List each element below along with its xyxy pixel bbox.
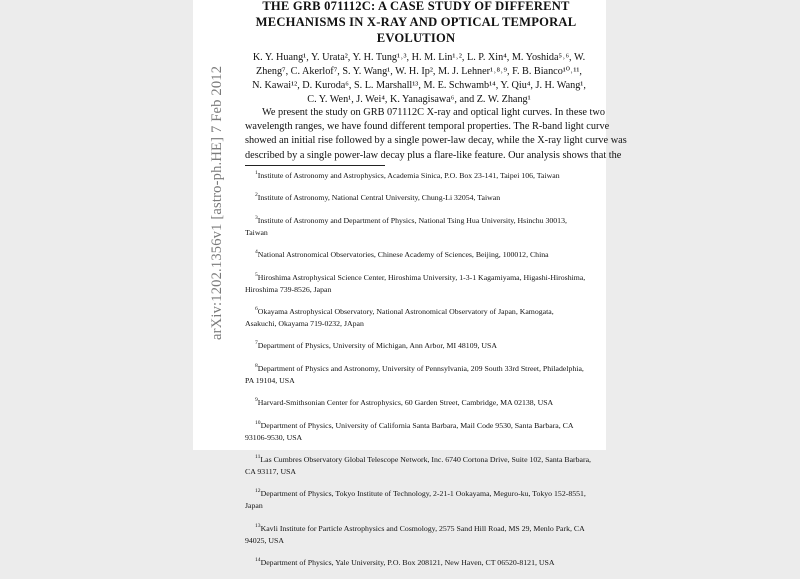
footnote-line — [245, 432, 598, 444]
footnote-line — [245, 363, 598, 375]
footnote-text: Department of Physics, University of California Santa Barbara, Mail Code 9530, Santa Barbara, CA — [260, 420, 574, 430]
footnote-text: Las Cumbres Observatory Global Telescope Network, Inc. 6740 Cortona Drive, Suite 102, Santa Barbara, — [260, 454, 591, 464]
footnote-text: Kavli Institute for Particle Astrophysics and Cosmology, 2575 Sand Hill Road, MS 29, Menlo Park, CA — [260, 523, 585, 533]
footnote-line — [245, 488, 598, 500]
footnote-number: 2 — [255, 192, 258, 199]
abstract-line: We present the study on GRB 071112C X-ray and optical light curves. In these two — [262, 107, 605, 118]
author-line: N. Kawai¹², D. Kuroda⁶, S. L. Marshall¹³, M. E. Schwamb¹⁴, Y. Qiu⁴, J. H. Wang¹, — [252, 80, 586, 91]
footnote-text: Institute of Astronomy and Astrophysics, Academia Sinica, P.O. Box 23-141, Taipei 106, Taiwan — [257, 171, 560, 180]
footnote-number: 12 — [255, 488, 261, 495]
footnote-text: Institute of Astronomy and Department of Physics, National Tsing Hua University, Hsinchu 30013, — [257, 215, 567, 225]
abstract-line: described by a single power-law decay plus a flare-like feature. Our analysis shows that the — [245, 149, 622, 161]
footnote-text: 93106-9530, USA — [245, 432, 303, 442]
footnote-line — [245, 249, 598, 261]
author-line: C. Y. Wen¹, J. Wei⁴, K. Yanagisawa⁶, and Z. W. Zhang¹ — [307, 94, 531, 105]
footnote-8 — [245, 363, 598, 387]
footnote-9 — [245, 397, 598, 409]
author-line: Zheng⁷, C. Akerlof⁷, S. Y. Wang¹, W. H. Ip², M. J. Lehner¹˒⁸˒⁹, F. B. Bianco¹⁰˒¹¹, — [256, 66, 582, 77]
footnote-12 — [245, 488, 598, 512]
footnote-5 — [245, 272, 598, 296]
footnote-number: 5 — [255, 271, 258, 278]
footnote-line — [245, 420, 598, 432]
footnote-text: Taiwan — [245, 227, 268, 237]
footnote-3 — [245, 215, 598, 239]
footnote-text: Department of Physics, Yale University, P.O. Box 208121, New Haven, CT 06520-8121, USA — [260, 558, 555, 568]
footnote-separator — [245, 165, 385, 166]
footnote-text: Japan — [245, 501, 263, 511]
abstract — [245, 106, 627, 163]
footnote-line — [245, 284, 598, 296]
footnote-4 — [245, 249, 598, 261]
footnote-text: Harvard-Smithsonian Center for Astrophysics, 60 Garden Street, Cambridge, MA 02138, USA — [257, 398, 554, 408]
footnote-line — [245, 272, 598, 284]
footnote-text: Institute of Astronomy, National Central University, Chung-Li 32054, Taiwan — [257, 193, 501, 203]
abstract-line: showed an initial rise followed by a single power-law decay, while the X-ray light curve was — [245, 135, 627, 147]
footnote-11 — [245, 454, 598, 478]
footnote-10 — [245, 420, 598, 444]
footnote-text: Okayama Astrophysical Observatory, National Astronomical Observatory of Japan, Kamogata, — [257, 306, 554, 316]
footnote-line — [245, 227, 598, 239]
footnote-line — [245, 500, 598, 512]
footnote-number: 10 — [255, 419, 261, 426]
footnote-number: 3 — [255, 214, 258, 221]
footnote-7 — [245, 340, 598, 352]
footnote-number: 8 — [255, 362, 258, 369]
footnote-text: Department of Physics, University of Michigan, Ann Arbor, MI 48109, USA — [257, 341, 497, 351]
footnote-line — [245, 535, 598, 547]
footnote-number: 4 — [255, 249, 258, 256]
footnote-line — [245, 340, 598, 352]
footnote-14 — [245, 557, 598, 569]
footnote-text: Hiroshima 739-8526, Japan — [245, 284, 332, 294]
footnote-text: 94025, USA — [245, 535, 284, 545]
author-line: K. Y. Huang¹, Y. Urata², Y. H. Tung¹˒³, H. M. Lin¹˒², L. P. Xin⁴, M. Yoshida⁵˒⁶, W. — [252, 52, 586, 63]
footnote-number: 14 — [255, 557, 261, 564]
footnote-line — [245, 306, 598, 318]
footnote-text: CA 93117, USA — [245, 466, 297, 476]
footnote-number: 1 — [255, 170, 258, 176]
author-list — [240, 51, 598, 107]
footnote-number: 11 — [255, 453, 261, 460]
footnote-line — [245, 318, 598, 330]
title-line: THE GRB 071112C: A CASE STUDY OF DIFFERENT — [262, 0, 570, 13]
footnote-text: PA 19104, USA — [245, 375, 295, 385]
footnote-line — [245, 397, 598, 409]
footnote-number: 13 — [255, 522, 261, 529]
footnote-line — [245, 466, 598, 478]
footnote-6 — [245, 306, 598, 330]
abstract-line: wavelength ranges, we have found different temporal properties. The R-band light curve — [245, 121, 610, 133]
footnote-text: Department of Physics and Astronomy, University of Pennsylvania, 209 South 33rd Street, Philadelphia, — [257, 363, 584, 373]
footnote-text: Department of Physics, Tokyo Institute of Technology, 2-21-1 Ookayama, Meguro-ku, Tokyo 152-8551, — [260, 489, 586, 499]
footnote-2 — [245, 192, 598, 204]
footnote-13 — [245, 523, 598, 547]
footnote-text: Hiroshima Astrophysical Science Center, Hiroshima University, 1-3-1 Kagamiyama, Higashi-Hiroshima, — [257, 272, 586, 282]
footnote-text: Asakuchi, Okayama 719-0232, JApan — [245, 318, 364, 328]
title-line: MECHANISMS IN X-RAY AND OPTICAL TEMPORAL — [255, 15, 577, 29]
footnote-line — [245, 375, 598, 387]
arxiv-identifier: arXiv:1202.1356v1 [astro-ph.HE] 7 Feb 2012 — [209, 65, 225, 340]
footnote-text: National Astronomical Observatories, Chinese Academy of Sciences, Beijing, 100012, China — [257, 250, 549, 260]
footnote-line — [245, 170, 598, 182]
footnote-1 — [245, 170, 598, 182]
paper-title — [235, 0, 597, 46]
footnote-number: 9 — [255, 397, 258, 404]
footnote-line — [245, 557, 598, 569]
footnote-line — [245, 215, 598, 227]
title-line: EVOLUTION — [376, 31, 456, 45]
footnote-line — [245, 523, 598, 535]
footnote-number: 6 — [255, 305, 258, 312]
footnote-line — [245, 454, 598, 466]
footnote-number: 7 — [255, 340, 258, 347]
footnote-line — [245, 192, 598, 204]
affiliation-footnotes — [245, 170, 598, 579]
